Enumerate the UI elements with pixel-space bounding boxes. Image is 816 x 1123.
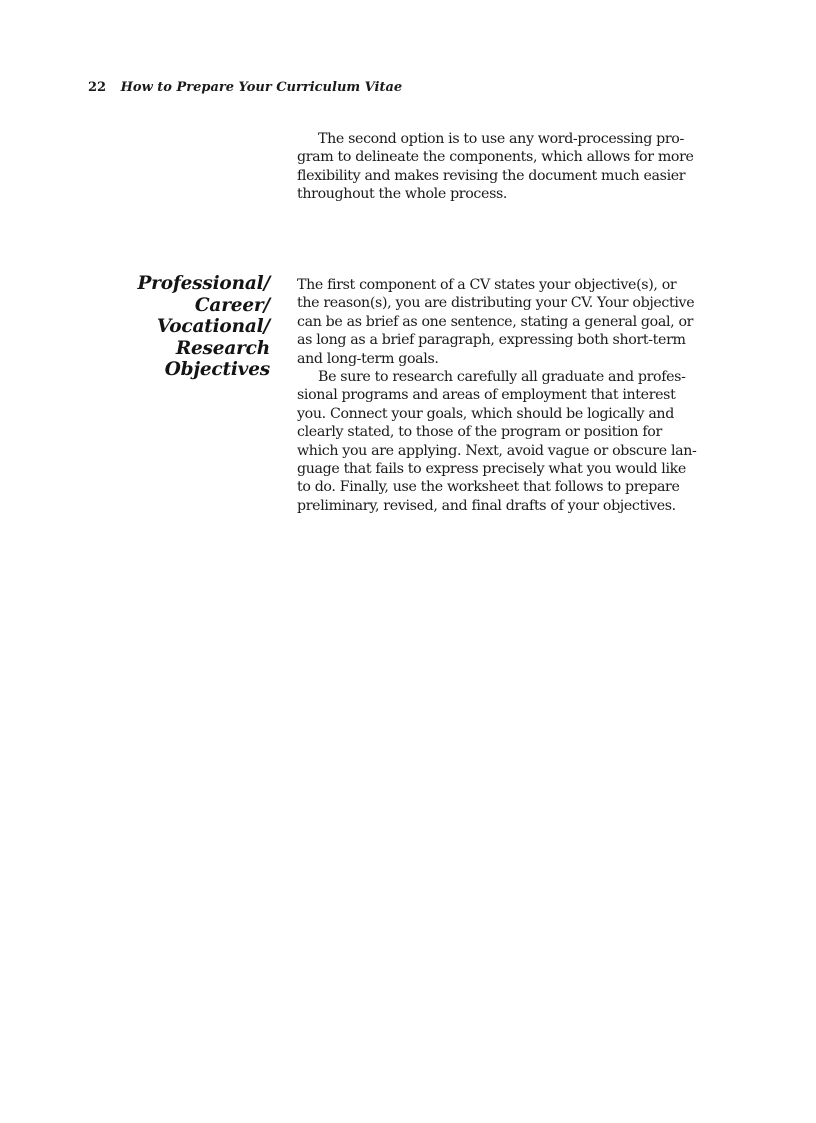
- paragraph-line: preliminary, revised, and final drafts of your objectives.: [297, 497, 676, 514]
- paragraph-line: clearly stated, to those of the program or position for: [297, 424, 662, 441]
- paragraph-line: sional programs and areas of employment that interest: [297, 387, 676, 404]
- book-title: How to Prepare Your Curriculum Vitae: [120, 80, 403, 95]
- paragraph-line: as long as a brief paragraph, expressing both short-term: [297, 332, 686, 349]
- paragraph-line: you. Connect your goals, which should be logically and: [297, 405, 674, 422]
- paragraph-line: and long-term goals.: [297, 350, 439, 367]
- intro-line: flexibility and makes revising the document much easier: [297, 167, 686, 184]
- paragraph-line: to do. Finally, use the worksheet that follows to prepare: [297, 479, 680, 496]
- section-heading: [137, 273, 270, 381]
- section-body: [297, 276, 696, 515]
- objectives-paragraph-1: [297, 276, 696, 368]
- paragraph-line: can be as brief as one sentence, stating a general goal, or: [297, 313, 694, 330]
- section-heading-line: Research: [175, 337, 270, 359]
- paragraph-line: Be sure to research carefully all graduate and profes-: [318, 369, 686, 386]
- paragraph-line: which you are applying. Next, avoid vague or obscure lan-: [297, 442, 697, 459]
- page-number: 22: [88, 80, 107, 95]
- paragraph-line: The first component of a CV states your objective(s), or: [297, 277, 677, 293]
- intro-line: The second option is to use any word-processing pro-: [318, 131, 684, 147]
- intro-paragraph: [297, 130, 694, 204]
- section-heading-line: Professional/: [137, 273, 270, 294]
- section-heading-line: Objectives: [164, 359, 270, 380]
- intro-line: gram to delineate the components, which allows for more: [297, 149, 694, 166]
- objectives-paragraph-2: [297, 368, 696, 515]
- paragraph-line: the reason(s), you are distributing your CV. Your objective: [297, 295, 695, 312]
- paragraph-line: guage that fails to express precisely what you would like: [297, 461, 686, 478]
- section-heading-line: Vocational/: [156, 316, 270, 337]
- running-head: [88, 80, 402, 95]
- intro-line: throughout the whole process.: [297, 186, 508, 203]
- section-heading-line: Career/: [194, 294, 270, 316]
